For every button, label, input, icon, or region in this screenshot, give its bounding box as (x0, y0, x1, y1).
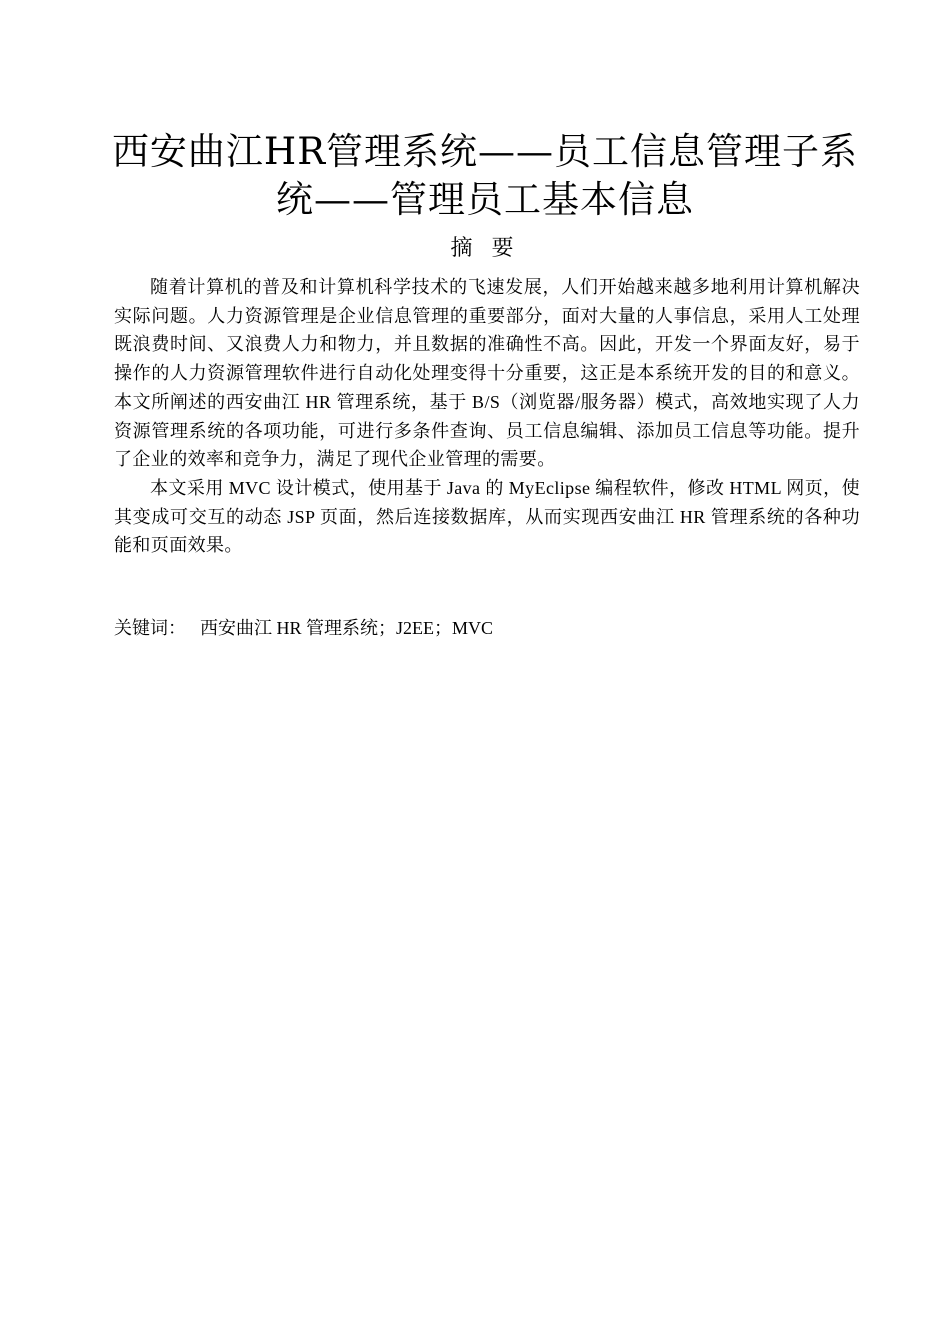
abstract-paragraph-1: 随着计算机的普及和计算机科学技术的飞速发展，人们开始越来越多地利用计算机解决实际问题。人力资源管理是企业信息管理的重要部分，面对大量的人事信息，采用人工处理既浪费时间、又浪费人力和物力，并且数据的准确性不高。因此，开发一个界面友好，易于操作的人力资源管理软件进行自动化处理变得十分重要，这正是本系统开发的目的和意义。本文所阐述的西安曲江 HR 管理系统，基于 B/S（浏览器/服务器）模式，高效地实现了人力资源管理系统的各项功能，可进行多条件查询、员工信息编辑、添加员工信息等功能。提升了企业的效率和竞争力，满足了现代企业管理的需要。 (114, 277, 860, 470)
paper-title: 西安曲江HR管理系统——员工信息管理子系统——管理员工基本信息 (111, 130, 859, 221)
keywords-line (114, 614, 493, 642)
keywords-value: 西安曲江 HR 管理系统；J2EE；MVC (200, 618, 494, 638)
abstract-body (114, 273, 860, 560)
abstract-heading: 摘 要 (450, 236, 520, 261)
keywords-label: 关键词： (114, 618, 186, 638)
abstract-paragraph-2: 本文采用 MVC 设计模式，使用基于 Java 的 MyEclipse 编程软件，修改 HTML 网页，使其变成可交互的动态 JSP 页面，然后连接数据库，从而实现西安曲江 HR 管理系统的各种功能和页面效果。 (114, 477, 860, 556)
